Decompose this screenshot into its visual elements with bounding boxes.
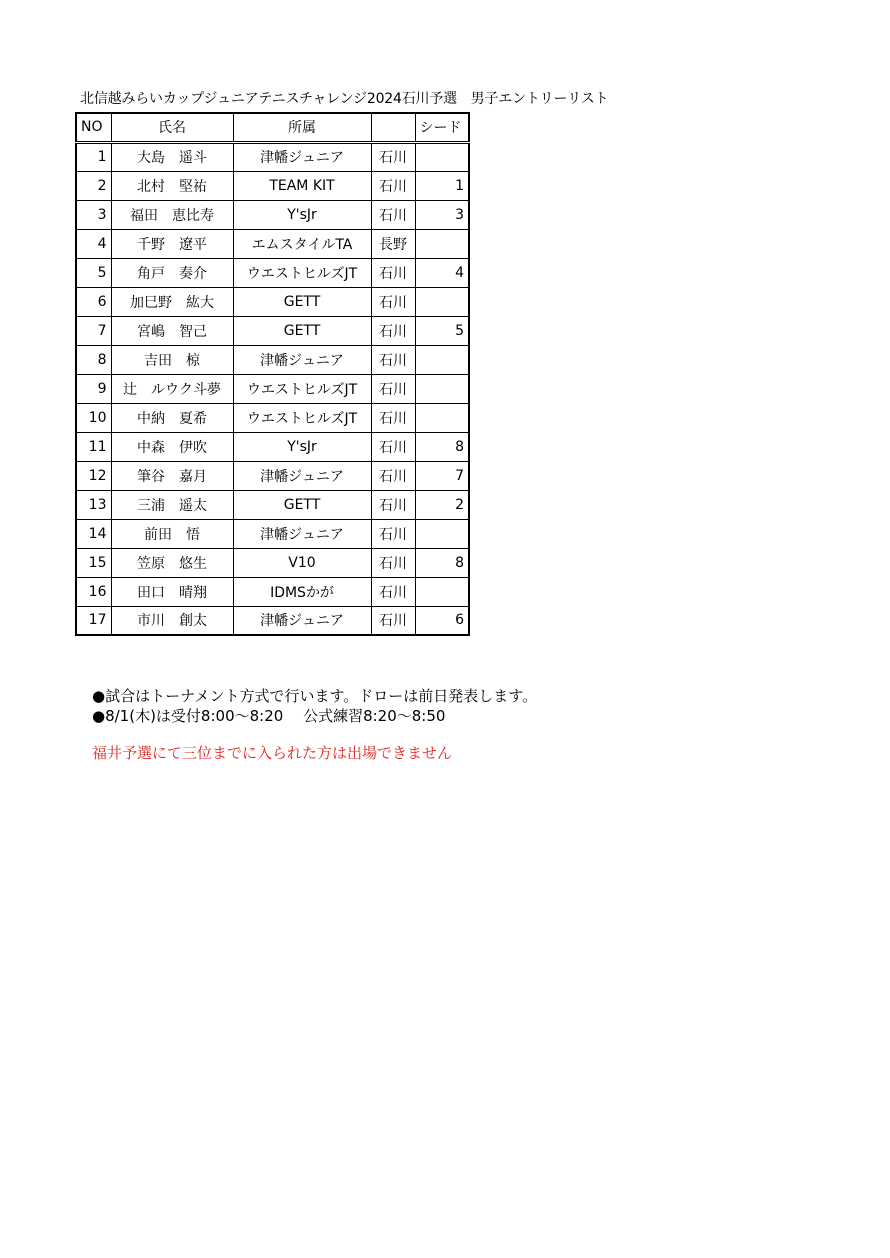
cell-name: 宮嶋 智己	[111, 316, 233, 345]
cell-prefecture: 石川	[371, 403, 415, 432]
table-row	[76, 403, 469, 432]
notes	[92, 686, 537, 726]
cell-prefecture: 石川	[371, 432, 415, 461]
cell-no: 5	[76, 258, 111, 287]
cell-seed: 8	[415, 548, 469, 577]
table-row	[76, 345, 469, 374]
warning-text: 福井予選にて三位までに入られた方は出場できません	[92, 744, 453, 762]
cell-prefecture: 石川	[371, 519, 415, 548]
cell-seed	[415, 374, 469, 403]
cell-name: 加巳野 紘大	[111, 287, 233, 316]
table-row	[76, 548, 469, 577]
cell-no: 8	[76, 345, 111, 374]
table-row	[76, 200, 469, 229]
cell-seed	[415, 345, 469, 374]
cell-affiliation: Y'sJr	[233, 200, 371, 229]
cell-no: 10	[76, 403, 111, 432]
cell-seed	[415, 229, 469, 258]
cell-name: 市川 創太	[111, 606, 233, 635]
cell-no: 1	[76, 142, 111, 171]
cell-seed: 4	[415, 258, 469, 287]
cell-name: 福田 恵比寿	[111, 200, 233, 229]
cell-affiliation: 津幡ジュニア	[233, 142, 371, 171]
cell-prefecture: 石川	[371, 490, 415, 519]
cell-seed	[415, 142, 469, 171]
cell-affiliation: IDMSかが	[233, 577, 371, 606]
cell-name: 中森 伊吹	[111, 432, 233, 461]
cell-prefecture: 石川	[371, 316, 415, 345]
table-row	[76, 519, 469, 548]
cell-affiliation: ウエストヒルズJT	[233, 403, 371, 432]
cell-affiliation: エムスタイルTA	[233, 229, 371, 258]
cell-prefecture: 石川	[371, 577, 415, 606]
cell-affiliation: GETT	[233, 316, 371, 345]
note-schedule: ●8/1(木)は受付8:00～8:20 公式練習8:20～8:50	[92, 707, 446, 725]
cell-seed: 3	[415, 200, 469, 229]
cell-no: 9	[76, 374, 111, 403]
cell-affiliation: V10	[233, 548, 371, 577]
cell-name: 辻 ルウク斗夢	[111, 374, 233, 403]
table-row	[76, 316, 469, 345]
cell-no: 13	[76, 490, 111, 519]
cell-seed: 1	[415, 171, 469, 200]
cell-name: 田口 晴翔	[111, 577, 233, 606]
cell-seed	[415, 519, 469, 548]
cell-prefecture: 石川	[371, 287, 415, 316]
cell-name: 大島 遥斗	[111, 142, 233, 171]
cell-name: 吉田 椋	[111, 345, 233, 374]
table-row	[76, 461, 469, 490]
cell-seed	[415, 577, 469, 606]
header-name: 氏名	[111, 113, 233, 142]
cell-prefecture: 長野	[371, 229, 415, 258]
cell-affiliation: 津幡ジュニア	[233, 519, 371, 548]
cell-prefecture: 石川	[371, 142, 415, 171]
cell-affiliation: 津幡ジュニア	[233, 345, 371, 374]
cell-seed: 8	[415, 432, 469, 461]
table-row	[76, 577, 469, 606]
cell-prefecture: 石川	[371, 461, 415, 490]
cell-affiliation: TEAM KIT	[233, 171, 371, 200]
cell-affiliation: ウエストヒルズJT	[233, 374, 371, 403]
table-row	[76, 606, 469, 635]
cell-seed	[415, 403, 469, 432]
cell-prefecture: 石川	[371, 345, 415, 374]
table-row	[76, 258, 469, 287]
cell-affiliation: GETT	[233, 287, 371, 316]
cell-name: 中納 夏希	[111, 403, 233, 432]
table-row	[76, 432, 469, 461]
cell-no: 12	[76, 461, 111, 490]
cell-name: 角戸 奏介	[111, 258, 233, 287]
cell-no: 15	[76, 548, 111, 577]
table-body	[76, 142, 469, 635]
header-seed: シード	[415, 113, 469, 142]
table-row	[76, 229, 469, 258]
cell-no: 14	[76, 519, 111, 548]
cell-prefecture: 石川	[371, 200, 415, 229]
cell-prefecture: 石川	[371, 258, 415, 287]
cell-prefecture: 石川	[371, 548, 415, 577]
cell-name: 千野 遼平	[111, 229, 233, 258]
table-row	[76, 171, 469, 200]
cell-seed: 2	[415, 490, 469, 519]
cell-no: 4	[76, 229, 111, 258]
cell-seed	[415, 287, 469, 316]
cell-seed: 5	[415, 316, 469, 345]
cell-prefecture: 石川	[371, 374, 415, 403]
cell-seed: 7	[415, 461, 469, 490]
cell-prefecture: 石川	[371, 606, 415, 635]
cell-no: 3	[76, 200, 111, 229]
cell-no: 7	[76, 316, 111, 345]
header-prefecture	[371, 113, 415, 142]
cell-seed: 6	[415, 606, 469, 635]
cell-affiliation: ウエストヒルズJT	[233, 258, 371, 287]
page-title: 北信越みらいカップジュニアテニスチャレンジ2024石川予選 男子エントリーリスト	[80, 91, 609, 107]
cell-affiliation: 津幡ジュニア	[233, 606, 371, 635]
cell-no: 16	[76, 577, 111, 606]
cell-no: 17	[76, 606, 111, 635]
cell-affiliation: GETT	[233, 490, 371, 519]
note-format: ●試合はトーナメント方式で行います。ドローは前日発表します。	[92, 687, 538, 705]
cell-name: 前田 悟	[111, 519, 233, 548]
entry-table	[75, 112, 470, 636]
table-header-row	[76, 113, 469, 142]
cell-affiliation: Y'sJr	[233, 432, 371, 461]
table-row	[76, 374, 469, 403]
cell-affiliation: 津幡ジュニア	[233, 461, 371, 490]
cell-prefecture: 石川	[371, 171, 415, 200]
header-no: NO	[76, 113, 111, 142]
cell-name: 笠原 悠生	[111, 548, 233, 577]
table-row	[76, 287, 469, 316]
table-row	[76, 490, 469, 519]
cell-no: 11	[76, 432, 111, 461]
cell-name: 筆谷 嘉月	[111, 461, 233, 490]
cell-name: 北村 堅祐	[111, 171, 233, 200]
cell-no: 6	[76, 287, 111, 316]
cell-no: 2	[76, 171, 111, 200]
cell-name: 三浦 遥太	[111, 490, 233, 519]
header-affiliation: 所属	[233, 113, 371, 142]
table-row	[76, 142, 469, 171]
